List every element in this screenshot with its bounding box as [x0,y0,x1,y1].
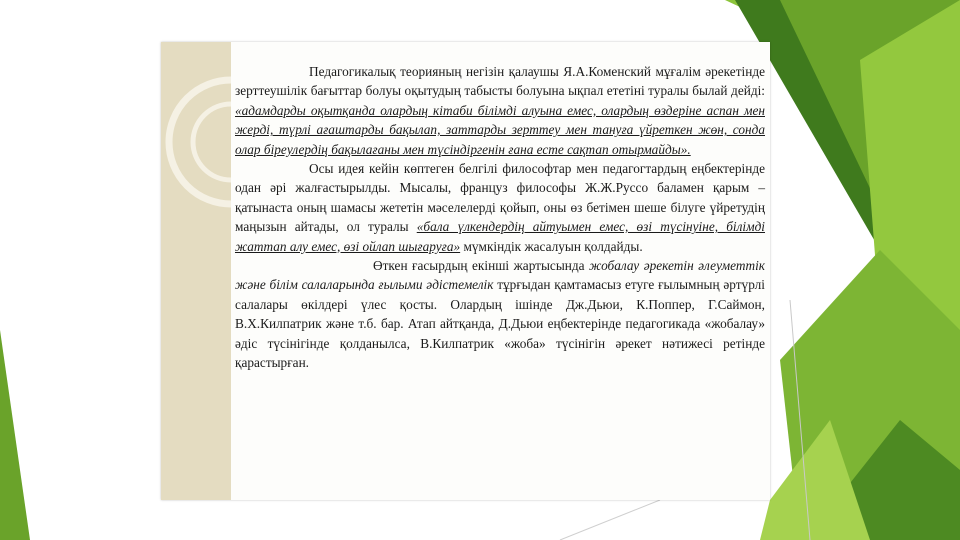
paragraph-2-text: Осы идея кейін көптеген белгілі философтар мен педагогтардың еңбектерінде одан әрі жалғастырылды. Мысалы, француз философы Ж.Ж.Руссо баламен қарым –қатынаста оның шамасы жететін мәселелерді қойып, оны өз бетімен шеше білуге үйретудің маңызын айтады, ол туралы [235,161,765,235]
document-text [235,62,765,373]
paragraph-2-quote: «бала үлкендердің айтуымен емес, өзі түсінуіне, білімді жаттап алу емес, өзі ойлап шығаруға» [235,219,765,254]
paragraph-3-tail: тұрғыдан қамтамасыз етуге ғылымның әртүрлі салалары өкілдері үлес қосты. Олардың ішінде Дж.Дьюи, К.Поппер, Г.Саймон, В.Х.Килпатрик және т.б. бар. Атап айтқанда, Д.Дьюи еңбектерінде педагогикада «жобалау» әдіс түсінігінде қолданылса, В.Килпатрик «жоба» түсінігін әрекет нәтижесі ретінде қарастырған. [235,277,765,371]
paragraph-comenius [235,62,765,159]
decorative-circles-strip [161,42,231,500]
paragraph-3-emphasis: жобалау әрекетін әлеуметтік және білім салаларында ғылыми әдістемелік [235,258,765,293]
thin-line-bottom [560,500,660,540]
paragraph-3-text: Өткен ғасырдың екінші жартысында [373,258,590,274]
green-facet-left [0,330,30,540]
paragraph-rousseau [235,159,765,256]
paragraph-1-text: Педагогикалық теорияның негізін қалаушы Я.А.Коменский мұғалім әрекетінде зерттеушілік бағыттар болуы оқытудың табысты болуына ықпал ететіні туралы былай дейді: [235,64,765,99]
paragraph-2-tail: мүмкіндік жасалуын қолдайды. [460,238,643,254]
document-image [161,42,770,500]
paragraph-project-method [235,256,765,372]
paragraph-1-quote: «адамдарды оқытқанда олардың кітаби білімді алуына емес, олардың өздеріне аспан мен жерді, түрлі ағаштарды бақылап, заттарды зерттеу мен тануға үйреткен жөн, сонда олар біреулердің бақылағаны мен түсіндіргенін ғана есте сақтап отырмайды». [235,102,765,157]
